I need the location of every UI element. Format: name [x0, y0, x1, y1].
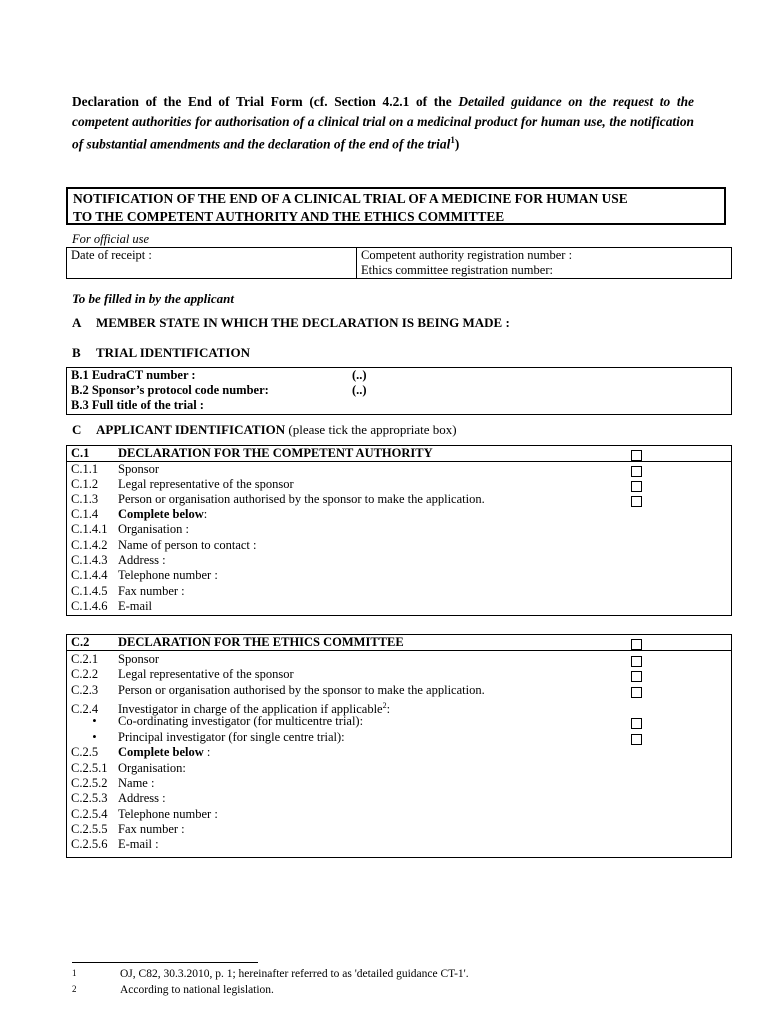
- section-b-heading: [72, 345, 250, 361]
- c1-row: [71, 599, 152, 614]
- c1-row: [71, 553, 166, 568]
- c1-row: [71, 522, 189, 537]
- row-text[interactable]: E-mail: [118, 599, 153, 613]
- row-code: C.2.5.4: [71, 807, 108, 821]
- row-code: C.1.4.6: [71, 599, 108, 613]
- intro-paragraph: [72, 92, 694, 154]
- row-suffix: :: [386, 702, 391, 717]
- row-code: C.2.5.1: [71, 761, 108, 775]
- row-code: C.1.4.1: [71, 522, 108, 536]
- intro-lead: Declaration of the End of Trial Form (cf. Section 4.2.1 of the: [72, 94, 459, 109]
- row-text[interactable]: Address :: [118, 553, 166, 567]
- ec-registration-field[interactable]: Ethics committee registration number:: [361, 263, 553, 277]
- applicant-hint: To be filled in by the applicant: [72, 291, 235, 306]
- row-text: Legal representative of the sponsor: [118, 667, 294, 681]
- trial-identification-table: [66, 367, 732, 415]
- row-code: C.1.4.4: [71, 568, 108, 582]
- c2-table: [66, 634, 732, 858]
- row-text[interactable]: Address :: [118, 791, 166, 805]
- row-code: C.1.2: [71, 477, 99, 491]
- eudract-value[interactable]: (..): [352, 368, 367, 382]
- section-a-title: MEMBER STATE IN WHICH THE DECLARATION IS BEING MADE :: [96, 315, 510, 330]
- c1-checkbox[interactable]: [631, 450, 642, 461]
- row-code: C.2.2: [71, 667, 99, 681]
- c1-table: [66, 445, 732, 616]
- c1-header-title: DECLARATION FOR THE COMPETENT AUTHORITY: [118, 446, 433, 460]
- section-a-letter: A: [72, 315, 82, 330]
- footnote-number: 2: [72, 984, 77, 994]
- c2-header: [71, 635, 404, 650]
- section-a-heading: [72, 315, 510, 331]
- c1-row: [71, 584, 185, 599]
- footnote-ref-2: 2: [382, 701, 387, 710]
- row-text[interactable]: Fax number :: [118, 584, 185, 598]
- table-divider: [356, 248, 357, 278]
- c2-row: [71, 776, 154, 791]
- c1-1-checkbox[interactable]: [631, 466, 642, 477]
- c2-2-checkbox[interactable]: [631, 671, 642, 682]
- row-text[interactable]: E-mail :: [118, 837, 159, 851]
- row-text: Legal representative of the sponsor: [118, 477, 294, 491]
- c2-4-principal-checkbox[interactable]: [631, 734, 642, 745]
- c2-row: [71, 761, 186, 776]
- intro-close: ): [454, 136, 460, 152]
- section-c-note: (please tick the appropriate box): [285, 422, 457, 437]
- c2-4-coordinating-checkbox[interactable]: [631, 718, 642, 729]
- trial-title-label: B.3 Full title of the trial :: [71, 398, 204, 412]
- row-text[interactable]: Telephone number :: [118, 568, 218, 582]
- c2-row: [71, 714, 363, 729]
- row-text[interactable]: Name :: [118, 776, 155, 790]
- intro-guidance-title: Detailed guidance on the request to the competent authorities for authorisation of a clinical trial on a medicinal product for human use, the notification of substantial amendments and the declaration of the end of the trial: [72, 94, 694, 152]
- section-c-title: APPLICANT IDENTIFICATION: [96, 422, 286, 437]
- c2-row: [71, 730, 345, 745]
- c2-3-checkbox[interactable]: [631, 687, 642, 698]
- row-code: C.1.4.3: [71, 553, 108, 567]
- footnote-text: OJ, C82, 30.3.2010, p. 1; hereinafter referred to as 'detailed guidance CT-1'.: [120, 968, 469, 980]
- c1-row: [71, 492, 485, 507]
- c2-1-checkbox[interactable]: [631, 656, 642, 667]
- row-code: C.2.4: [71, 702, 99, 717]
- c2-row: [71, 652, 159, 667]
- form-title-line-2: TO THE COMPETENT AUTHORITY AND THE ETHICS COMMITTEE: [73, 209, 505, 224]
- protocol-code-label: B.2 Sponsor’s protocol code number:: [71, 383, 269, 397]
- row-code: C.1.4.2: [71, 538, 108, 552]
- row-code: C.1.3: [71, 492, 99, 506]
- c2-row: [71, 683, 485, 698]
- footnote-separator: [72, 962, 258, 963]
- c1-3-checkbox[interactable]: [631, 496, 642, 507]
- c1-header-code: C.1: [71, 446, 90, 460]
- bullet-icon: •: [92, 714, 97, 728]
- c1-row: [71, 538, 257, 553]
- c2-row: [71, 667, 294, 682]
- c1-row: [71, 507, 207, 522]
- c1-header: [71, 446, 433, 461]
- official-use-label: For official use: [72, 232, 150, 246]
- footnote-1: [72, 968, 469, 980]
- row-text: Complete below: [118, 507, 204, 521]
- row-text: Person or organisation authorised by the sponsor to make the application.: [118, 492, 485, 506]
- row-code: C.2.5.5: [71, 822, 108, 836]
- form-title-line-1: NOTIFICATION OF THE END OF A CLINICAL TRIAL OF A MEDICINE FOR HUMAN USE: [73, 191, 628, 206]
- protocol-code-value[interactable]: (..): [352, 383, 367, 397]
- footnote-ref-1: 1: [450, 135, 455, 145]
- row-code: C.1.4.5: [71, 584, 108, 598]
- row-text: Investigator in charge of the application if applicable: [118, 702, 383, 717]
- row-code: C.2.5: [71, 745, 99, 759]
- row-text[interactable]: Organisation:: [118, 761, 186, 775]
- section-b-letter: B: [72, 345, 81, 360]
- c2-header-title: DECLARATION FOR THE ETHICS COMMITTEE: [118, 635, 404, 649]
- row-code: C.2.5.6: [71, 837, 108, 851]
- row-text: Sponsor: [118, 652, 159, 666]
- row-code: C.2.5.3: [71, 791, 108, 805]
- row-text[interactable]: Telephone number :: [118, 807, 218, 821]
- c2-header-code: C.2: [71, 635, 90, 649]
- row-text: Sponsor: [118, 462, 159, 476]
- row-text[interactable]: Organisation :: [118, 522, 189, 536]
- row-text: Co-ordinating investigator (for multicentre trial):: [118, 714, 364, 728]
- row-text: Complete below: [118, 745, 204, 759]
- registration-numbers: [361, 248, 572, 278]
- row-code: C.1.4: [71, 507, 99, 521]
- row-code: C.2.3: [71, 683, 99, 697]
- row-text: Person or organisation authorised by the sponsor to make the application.: [118, 683, 485, 697]
- c2-checkbox[interactable]: [631, 639, 642, 650]
- eudract-label: B.1 EudraCT number :: [71, 368, 196, 382]
- c2-row: [71, 822, 185, 837]
- footnote-number: 1: [72, 968, 77, 978]
- row-code: C.2.5.2: [71, 776, 108, 790]
- c2-row: [71, 837, 159, 852]
- date-of-receipt-field[interactable]: Date of receipt :: [71, 248, 152, 262]
- footnote-text: According to national legislation.: [120, 984, 274, 996]
- row-code: C.2.1: [71, 652, 99, 666]
- form-title-box: [66, 187, 726, 225]
- bullet-icon: •: [92, 730, 97, 744]
- c2-row: [71, 791, 166, 806]
- section-c-heading: [72, 422, 457, 438]
- c2-header-rule: [67, 650, 731, 651]
- official-use-table: [66, 247, 732, 279]
- footnote-2: [72, 984, 274, 996]
- row-suffix: :: [203, 745, 211, 759]
- c2-row: [71, 745, 210, 760]
- section-b-title: TRIAL IDENTIFICATION: [96, 345, 250, 360]
- c1-2-checkbox[interactable]: [631, 481, 642, 492]
- row-text[interactable]: Name of person to contact :: [118, 538, 257, 552]
- c1-row: [71, 477, 294, 492]
- row-suffix: :: [203, 507, 208, 521]
- row-text[interactable]: Fax number :: [118, 822, 185, 836]
- row-code: C.1.1: [71, 462, 99, 476]
- ca-registration-field[interactable]: Competent authority registration number :: [361, 248, 573, 262]
- section-c-letter: C: [72, 422, 82, 437]
- c2-row: [71, 807, 218, 822]
- c1-row: [71, 568, 218, 583]
- c1-header-rule: [67, 461, 731, 462]
- row-text: Principal investigator (for single centre trial):: [118, 730, 345, 744]
- c1-row: [71, 462, 159, 477]
